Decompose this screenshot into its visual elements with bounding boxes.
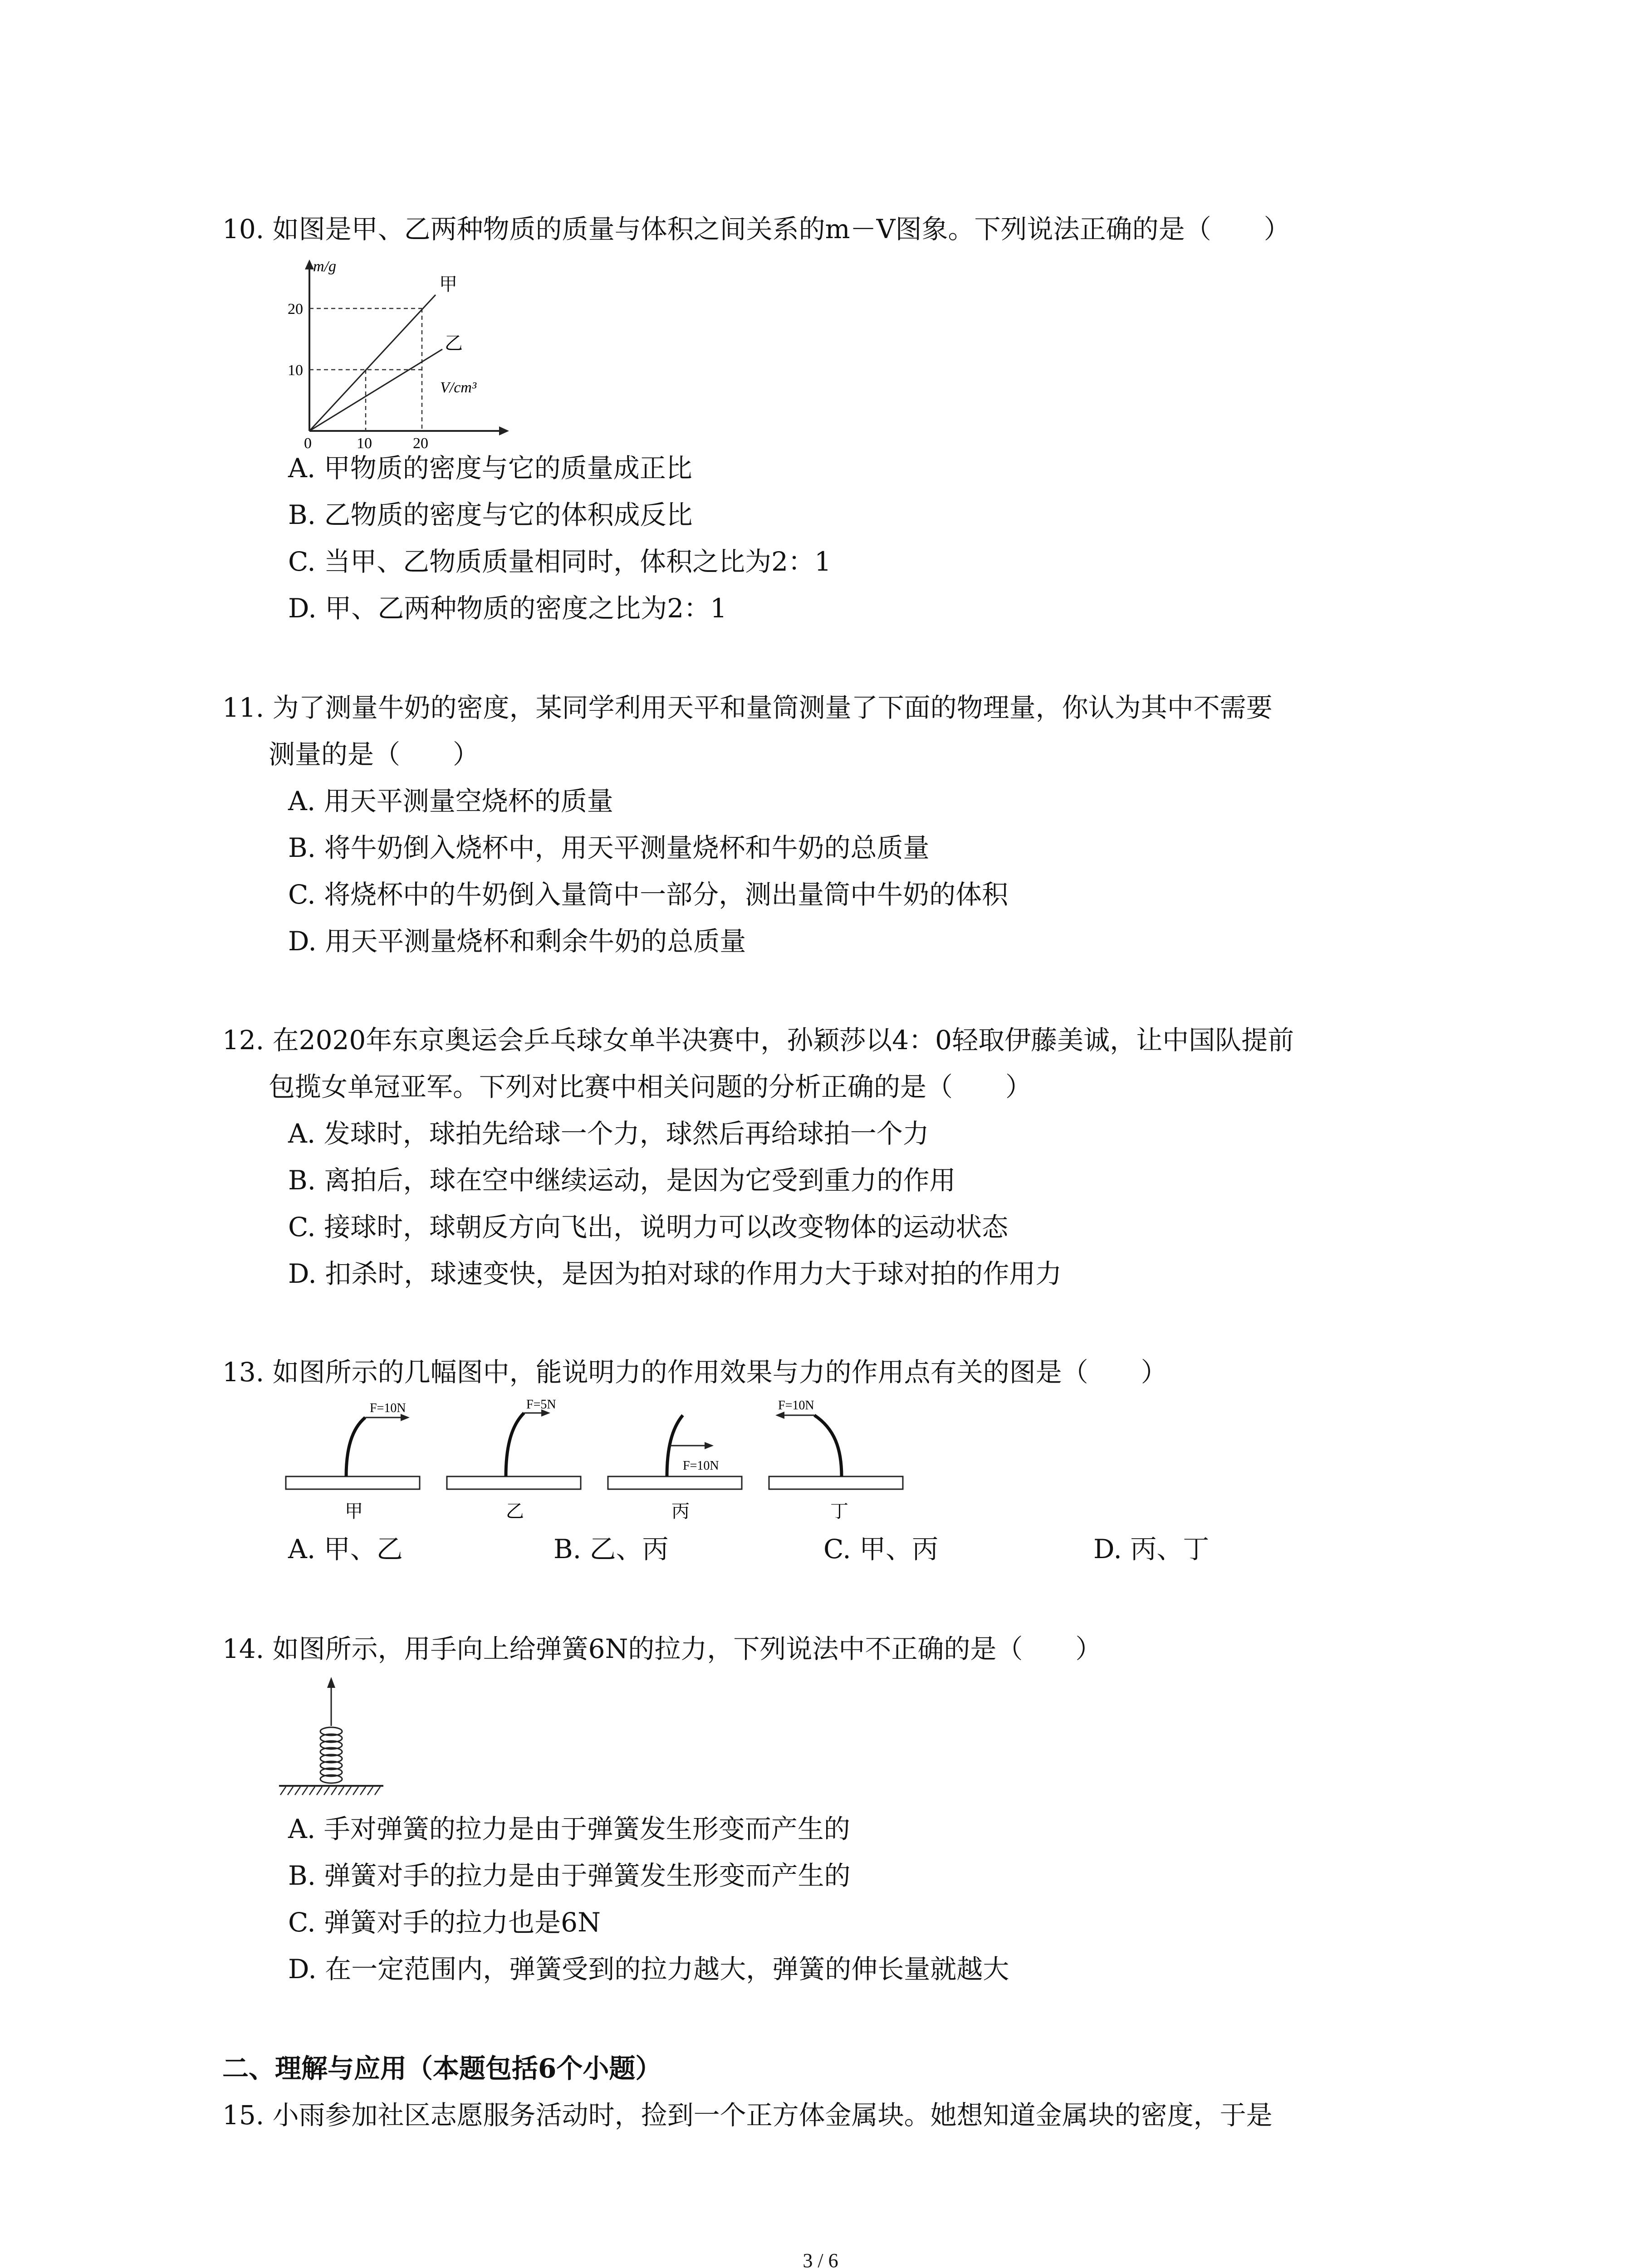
q12-option-c: C. 接球时，球朝反方向飞出，说明力可以改变物体的运动状态 — [288, 1212, 1009, 1242]
section-2-heading: 二、理解与应用（本题包括6个小题） — [222, 2053, 662, 2084]
x-tick-10: 10 — [357, 435, 372, 452]
y-tick-20: 20 — [288, 301, 303, 318]
q12-stem-line2: 包揽女单冠亚军。下列对比赛中相关问题的分析正确的是（ ） — [269, 1071, 1032, 1102]
q11-stem-line1: 11. 为了测量牛奶的密度，某同学利用天平和量筒测量了下面的物理量，你认为其中不需要 — [222, 692, 1273, 723]
panel-ding-force: F=10N — [778, 1398, 814, 1413]
q11-option-b: B. 将牛奶倒入烧杯中，用天平测量烧杯和牛奶的总质量 — [288, 832, 930, 863]
q12-stem-line1: 12. 在2020年东京奥运会乒乓球女单半决赛中，孙颖莎以4：0轻取伊藤美诚，让中国队提前 — [222, 1025, 1294, 1056]
q14-option-c: C. 弹簧对手的拉力也是6N — [288, 1907, 601, 1938]
x-tick-0: 0 — [304, 435, 312, 452]
q13-option-c: C. 甲、丙 — [823, 1534, 939, 1564]
spring-figure — [277, 1676, 386, 1808]
x-axis-label: V/cm³ — [440, 379, 477, 396]
q10-option-d: D. 甲、乙两种物质的密度之比为2：1 — [288, 593, 727, 624]
y-axis-label: m/g — [313, 258, 336, 275]
page-number: 3 / 6 — [803, 2249, 838, 2268]
panel-yi-force: F=5N — [526, 1398, 556, 1412]
q13-option-a: A. 甲、乙 — [288, 1534, 403, 1564]
x-tick-20: 20 — [413, 435, 428, 452]
q13-stem: 13. 如图所示的几幅图中，能说明力的作用效果与力的作用点有关的图是（ ） — [222, 1357, 1167, 1388]
y-tick-10: 10 — [288, 362, 303, 379]
series-label-yi: 乙 — [445, 333, 463, 353]
q11-option-d: D. 用天平测量烧杯和剩余牛奶的总质量 — [288, 926, 746, 957]
panel-yi-label: 乙 — [506, 1501, 524, 1521]
q15-stem: 15. 小雨参加社区志愿服务活动时，捡到一个正方体金属块。她想知道金属块的密度，于是 — [222, 2100, 1273, 2131]
q13-figures — [279, 1395, 914, 1531]
q12-option-d: D. 扣杀时，球速变快，是因为拍对球的作用力大于球对拍的作用力 — [288, 1258, 1062, 1289]
q10-option-c: C. 当甲、乙物质质量相同时，体积之比为2：1 — [288, 546, 831, 577]
q14-option-a: A. 手对弹簧的拉力是由于弹簧发生形变而产生的 — [288, 1813, 850, 1844]
panel-jia-force: F=10N — [370, 1401, 406, 1415]
q10-stem: 10. 如图是甲、乙两种物质的质量与体积之间关系的m－V图象。下列说法正确的是（ ） — [222, 214, 1290, 244]
q14-option-d: D. 在一定范围内，弹簧受到的拉力越大，弹簧的伸长量就越大 — [288, 1954, 1009, 1984]
ground-hatching — [280, 1787, 380, 1795]
q10-option-a: A. 甲物质的密度与它的质量成正比 — [288, 453, 692, 484]
q14-stem: 14. 如图所示，用手向上给弹簧6N的拉力，下列说法中不正确的是（ ） — [222, 1633, 1102, 1664]
panel-bing-label: 丙 — [671, 1501, 690, 1521]
series-label-jia: 甲 — [439, 274, 457, 294]
q14-option-b: B. 弹簧对手的拉力是由于弹簧发生形变而产生的 — [288, 1860, 851, 1891]
m-v-graph — [288, 258, 513, 452]
spring-coil — [320, 1727, 342, 1783]
panel-ding-label: 丁 — [830, 1501, 848, 1521]
series-jia-line — [309, 295, 436, 431]
q11-option-a: A. 用天平测量空烧杯的质量 — [288, 786, 613, 816]
q10-option-b: B. 乙物质的密度与它的体积成反比 — [288, 499, 693, 530]
q12-option-b: B. 离拍后，球在空中继续运动，是因为它受到重力的作用 — [288, 1165, 956, 1196]
panel-jia — [286, 1401, 420, 1521]
q13-option-b: B. 乙、丙 — [554, 1534, 669, 1564]
q12-option-a: A. 发球时，球拍先给球一个力，球然后再给球拍一个力 — [288, 1118, 929, 1149]
panel-jia-label: 甲 — [345, 1501, 363, 1521]
panel-ding — [769, 1398, 903, 1521]
q13-option-d: D. 丙、丁 — [1093, 1534, 1210, 1564]
panel-bing — [608, 1415, 742, 1521]
panel-bing-force: F=10N — [683, 1459, 719, 1473]
q11-option-c: C. 将烧杯中的牛奶倒入量筒中一部分，测出量筒中牛奶的体积 — [288, 879, 1009, 910]
panel-yi — [447, 1398, 581, 1521]
q11-stem-line2: 测量的是（ ） — [269, 739, 480, 770]
